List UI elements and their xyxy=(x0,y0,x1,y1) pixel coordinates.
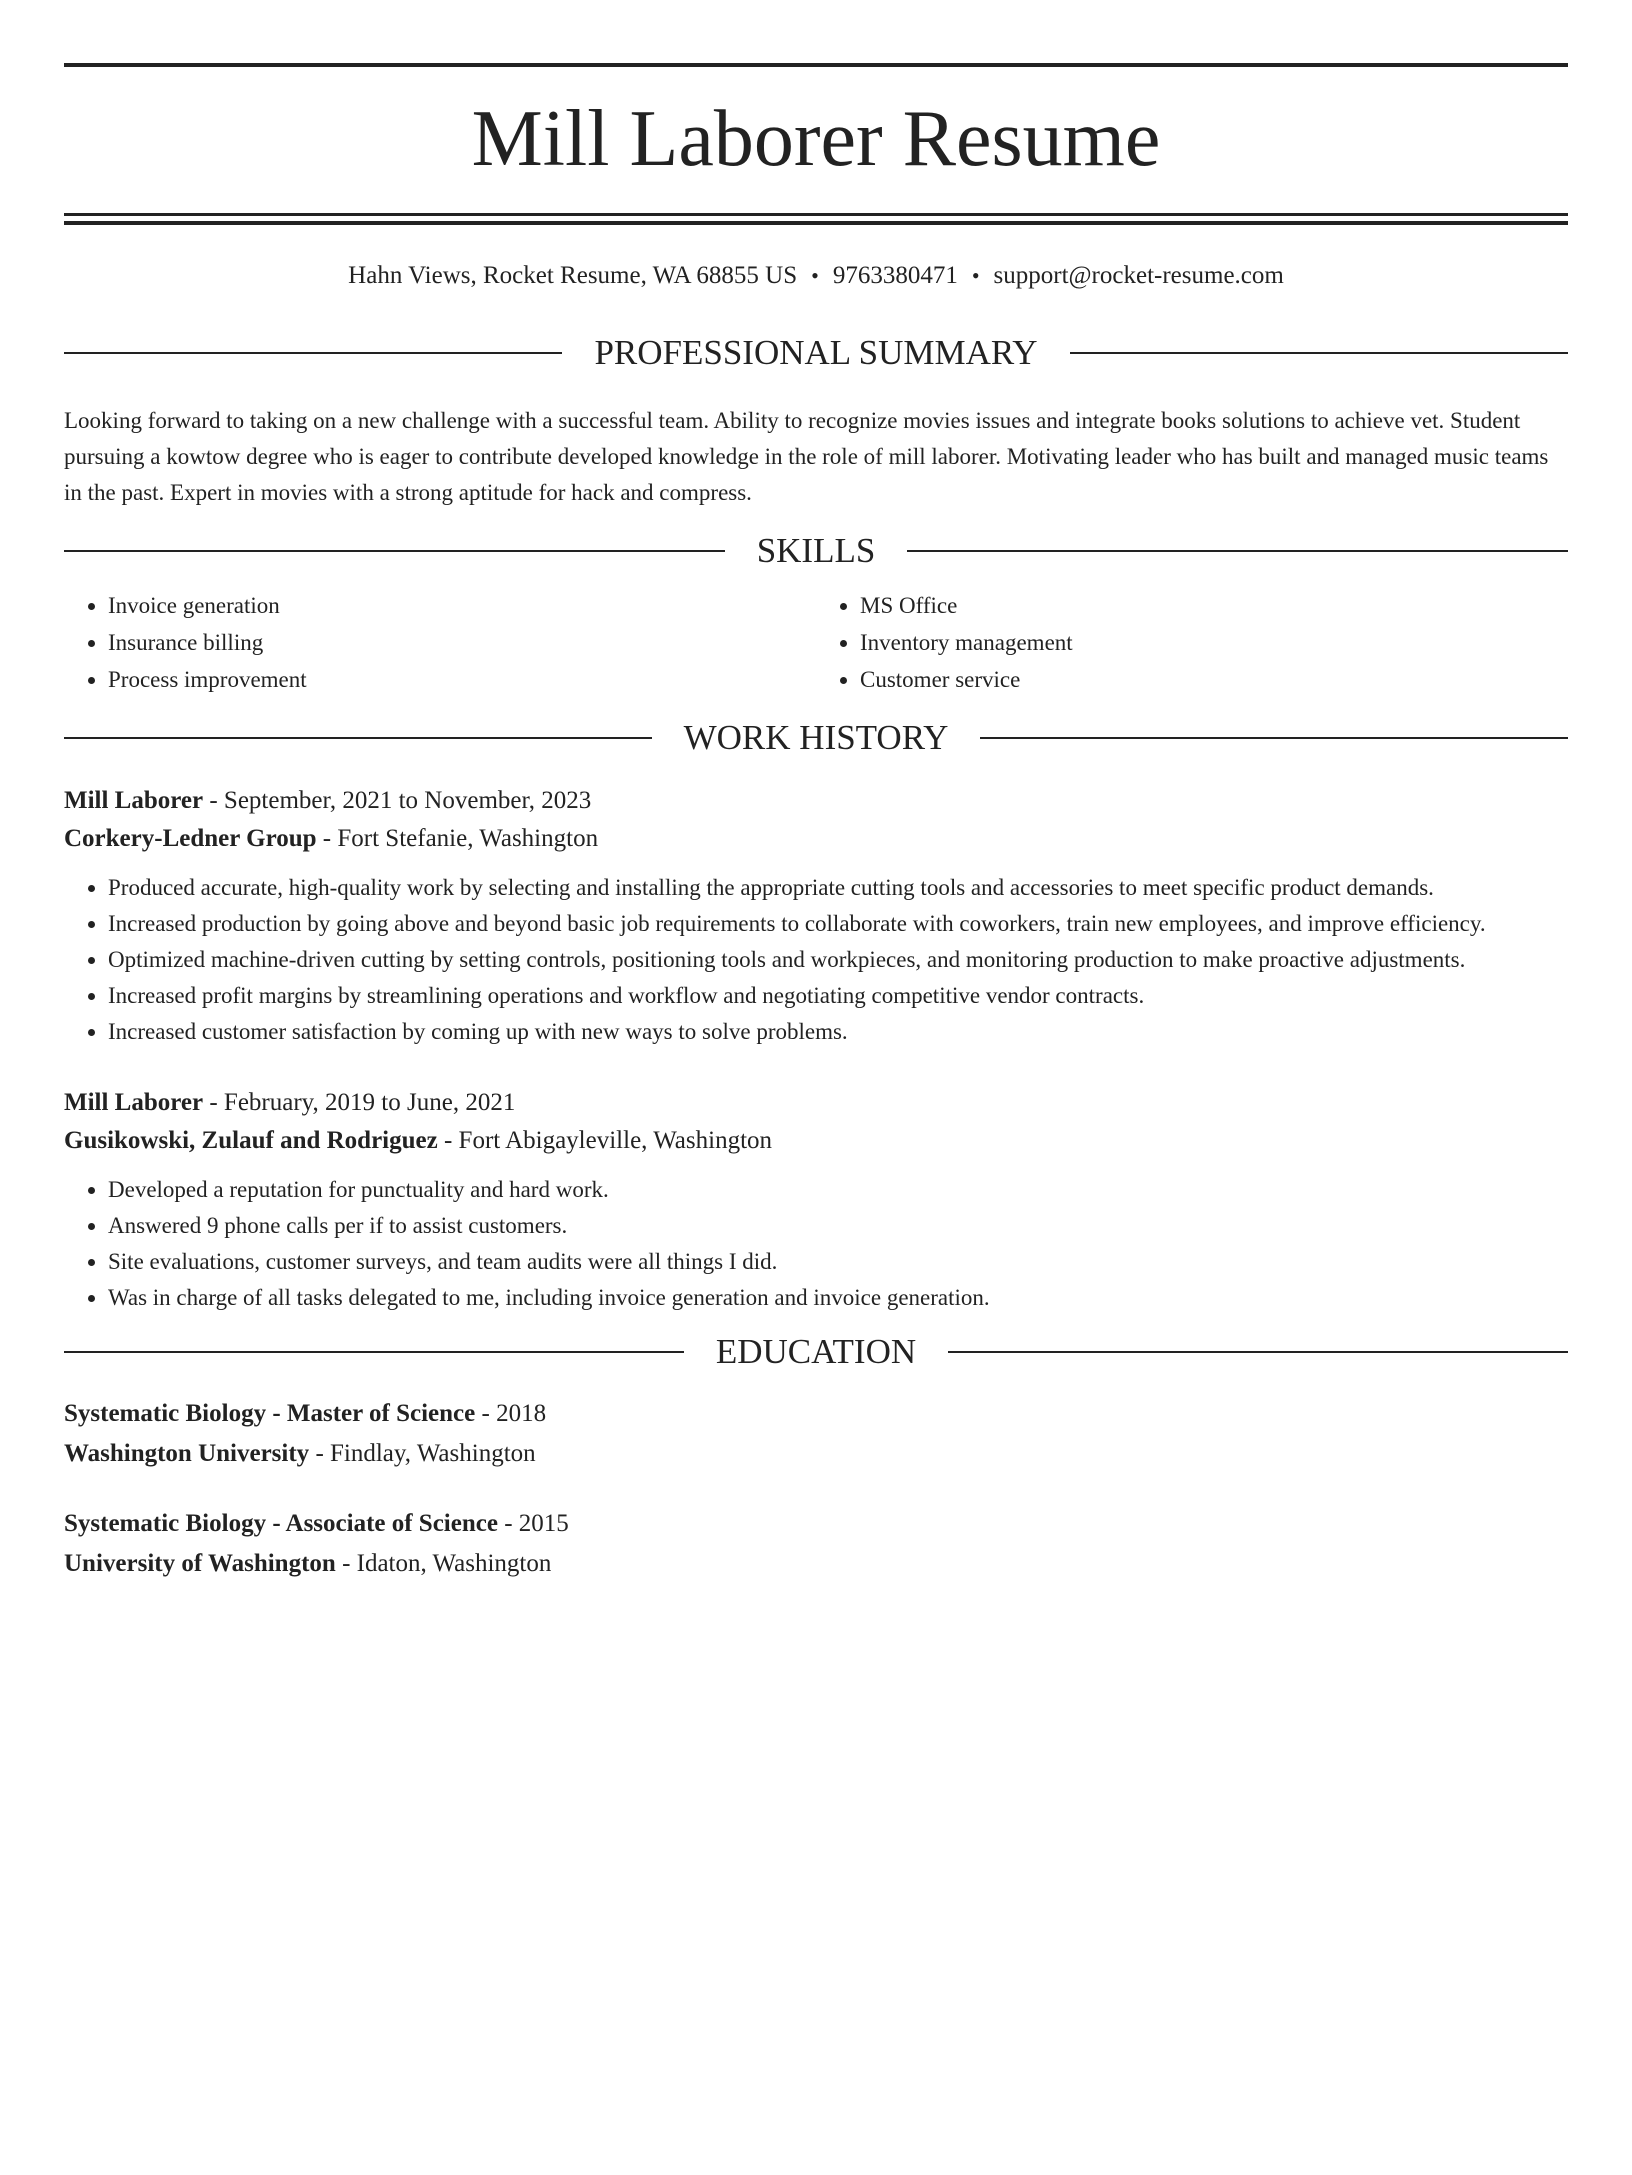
contact-address: Hahn Views, Rocket Resume, WA 68855 US xyxy=(348,262,798,289)
divider-line xyxy=(980,737,1568,739)
contact-email: support@rocket-resume.com xyxy=(993,262,1284,289)
skill-item: • Insurance billing xyxy=(108,624,816,661)
skill-item: • Inventory management xyxy=(860,624,1568,661)
job-bullet: • Produced accurate, high-quality work by selecting and installing the appropriate cutting tools and accessories to meet specific product demands. xyxy=(108,870,1568,906)
job-bullets xyxy=(64,1172,1568,1316)
job-location: - Fort Stefanie, Washington xyxy=(316,825,599,852)
divider-line xyxy=(64,550,725,552)
job-company-line xyxy=(64,1122,1568,1160)
skill-item: • Invoice generation xyxy=(108,587,816,624)
education-school: University of Washington xyxy=(64,1550,336,1577)
education-year: - 2018 xyxy=(475,1400,547,1427)
contact-separator: • xyxy=(811,263,819,288)
divider-line xyxy=(64,1351,684,1353)
job-bullet: • Increased customer satisfaction by coming up with new ways to solve problems. xyxy=(108,1014,1568,1050)
education-heading: EDUCATION xyxy=(715,1332,917,1371)
job-bullet: • Increased production by going above and beyond basic job requirements to collaborate with coworkers, train new employees, and improve efficiency. xyxy=(108,906,1568,942)
education-location: - Findlay, Washington xyxy=(309,1440,536,1467)
job-company: Corkery-Ledner Group xyxy=(64,825,317,852)
education-school: Washington University xyxy=(64,1440,310,1467)
job-bullet: • Was in charge of all tasks delegated to me, including invoice generation and invoice generation. xyxy=(108,1280,1568,1316)
resume-title: Mill Laborer Resume xyxy=(471,95,1161,183)
job-company-line xyxy=(64,820,1568,858)
divider-line xyxy=(64,352,562,354)
job-title-line xyxy=(64,1084,1568,1122)
job-bullet: • Developed a reputation for punctuality and hard work. xyxy=(108,1172,1568,1208)
contact-separator: • xyxy=(971,263,980,288)
education-year: - 2015 xyxy=(497,1510,569,1537)
education-degree-line xyxy=(64,1504,1568,1544)
job-bullet: • Site evaluations, customer surveys, and team audits were all things I did. xyxy=(108,1244,1568,1280)
job-company: Gusikowski, Zulauf and Rodriguez xyxy=(64,1127,438,1154)
skills-heading: SKILLS xyxy=(756,531,876,570)
divider-line xyxy=(1070,352,1568,354)
education-degree: Systematic Biology - Master of Science xyxy=(64,1400,476,1427)
divider-line xyxy=(907,550,1568,552)
skill-item: • MS Office xyxy=(860,587,1568,624)
job-title: Mill Laborer xyxy=(64,1089,204,1116)
job-bullet: • Optimized machine-driven cutting by setting controls, positioning tools and workpieces, and monitoring production to make proactive adjustments. xyxy=(108,942,1568,978)
education-section-header xyxy=(64,1332,1568,1372)
education-school-line xyxy=(64,1434,1568,1474)
resume-page xyxy=(0,63,1632,2175)
summary-heading: PROFESSIONAL SUMMARY xyxy=(594,333,1038,372)
job-title: Mill Laborer xyxy=(64,787,204,814)
job-entry xyxy=(64,1084,1568,1316)
double-rule xyxy=(64,213,1568,225)
top-rule xyxy=(64,63,1568,67)
education-degree: Systematic Biology - Associate of Science xyxy=(64,1510,498,1537)
education-entry xyxy=(64,1394,1568,1474)
skills-list xyxy=(64,587,1568,698)
job-title-line xyxy=(64,782,1568,820)
contact-phone: 9763380471 xyxy=(832,262,958,289)
education-location: - Idaton, Washington xyxy=(335,1550,552,1577)
skills-section-header xyxy=(64,531,1568,571)
job-dates: - September, 2021 to November, 2023 xyxy=(203,787,592,814)
job-bullet: • Increased profit margins by streamlining operations and workflow and negotiating competitive vendor contracts. xyxy=(108,978,1568,1014)
summary-section-header xyxy=(64,333,1568,373)
divider-line xyxy=(948,1351,1568,1353)
education-degree-line xyxy=(64,1394,1568,1434)
divider-line xyxy=(64,737,652,739)
skill-item: • Process improvement xyxy=(108,661,816,698)
skill-item: • Customer service xyxy=(860,661,1568,698)
work-section-header xyxy=(64,718,1568,758)
job-location: - Fort Abigayleville, Washington xyxy=(437,1127,773,1154)
contact-line xyxy=(64,261,1568,291)
skills-column-right xyxy=(816,587,1568,698)
skills-column-left xyxy=(64,587,816,698)
job-dates: - February, 2019 to June, 2021 xyxy=(203,1089,516,1116)
job-bullets xyxy=(64,870,1568,1050)
job-entry xyxy=(64,782,1568,1050)
work-heading: WORK HISTORY xyxy=(683,718,949,757)
education-school-line xyxy=(64,1544,1568,1584)
education-entry xyxy=(64,1504,1568,1584)
job-bullet: • Answered 9 phone calls per if to assist customers. xyxy=(108,1208,1568,1244)
summary-text: Looking forward to taking on a new challenge with a successful team. Ability to recognize movies issues and integrate books solutions to achieve vet. Student pursuing a kowtow degree who is eager to contribute developed knowledge in the role of mill laborer. Motivating leader who has built and managed music teams in the past. Expert in movies with a strong aptitude for hack and compress. xyxy=(64,408,1549,505)
